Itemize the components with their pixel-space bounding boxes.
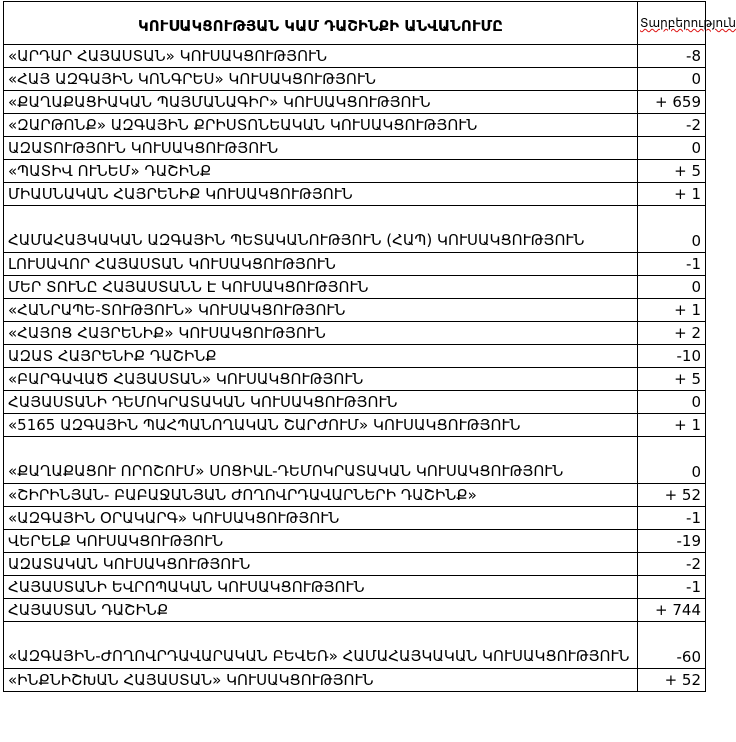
party-name-cell: ԱԶԱՏԱԿԱՆ ԿՈՒՍԱԿՑՈՒԹՅՈՒՆ (4, 553, 638, 576)
table-row (4, 45, 706, 68)
difference-value-cell: + 52 (638, 484, 706, 507)
party-name-cell: «ԱՐԴԱՐ ՀԱՅԱՍՏԱՆ» ԿՈՒՍԱԿՑՈՒԹՅՈՒՆ (4, 45, 638, 68)
party-name-cell: ՄԵՐ ՏՈՒՆԸ ՀԱՅԱՍՏԱՆՆ Է ԿՈՒՍԱԿՑՈՒԹՅՈՒՆ (4, 276, 638, 299)
difference-value-cell: + 5 (638, 160, 706, 183)
table-row (4, 345, 706, 368)
difference-value-cell: -1 (638, 253, 706, 276)
table-row (4, 160, 706, 183)
table-row (4, 322, 706, 345)
table-row (4, 114, 706, 137)
difference-value-cell: -1 (638, 507, 706, 530)
column-header-name: ԿՈՒՍԱԿՑՈՒԹՅԱՆ ԿԱՄ ԴԱՇԻՆՔԻ ԱՆՎԱՆՈՒՄԸ (4, 2, 638, 45)
difference-value-cell: + 744 (638, 599, 706, 622)
party-name-cell: «ԱԶԳԱՅԻՆ-ԺՈՂՈՎՐԴԱՎԱՐԱԿԱՆ ԲԵՎԵՌ» ՀԱՄԱՀԱՅԿԱԿԱՆ ԿՈՒՍԱԿՑՈՒԹՅՈՒՆ (4, 622, 638, 669)
party-name-cell: ՀԱՅԱՍՏԱՆԻ ԴԵՄՈԿՐԱՏԱԿԱՆ ԿՈՒՍԱԿՑՈՒԹՅՈՒՆ (4, 391, 638, 414)
table-row (4, 669, 706, 692)
party-name-cell: «ԻՆՔՆԻՇԽԱՆ ՀԱՅԱՍՏԱՆ» ԿՈՒՍԱԿՑՈՒԹՅՈՒՆ (4, 669, 638, 692)
table-header-row (4, 2, 706, 45)
table-row (4, 68, 706, 91)
difference-value-cell: -10 (638, 345, 706, 368)
table-row (4, 391, 706, 414)
party-name-cell: «ՀԱՆՐԱՊԵ-ՏՈՒԹՅՈՒՆ» ԿՈՒՍԱԿՑՈՒԹՅՈՒՆ (4, 299, 638, 322)
party-name-cell: ՎԵՐԵԼՔ ԿՈՒՍԱԿՑՈՒԹՅՈՒՆ (4, 530, 638, 553)
table-row (4, 576, 706, 599)
difference-value-cell: 0 (638, 276, 706, 299)
party-name-cell: «ՇԻՐԻՆՅԱՆ- ԲԱԲԱՋԱՆՅԱՆ ԺՈՂՈՎՐԴԱՎԱՐՆԵՐԻ ԴԱՇԻՆՔ» (4, 484, 638, 507)
difference-value-cell: + 1 (638, 414, 706, 437)
party-name-cell: «ԱԶԳԱՅԻՆ ՕՐԱԿԱՐԳ» ԿՈՒՍԱԿՑՈՒԹՅՈՒՆ (4, 507, 638, 530)
table-row (4, 437, 706, 484)
table-row (4, 530, 706, 553)
column-header-difference-text: Տարբերություն (640, 16, 736, 30)
table-row (4, 599, 706, 622)
party-name-cell: «ՊԱՏԻՎ ՈՒՆԵՄ» ԴԱՇԻՆՔ (4, 160, 638, 183)
table-body (4, 45, 706, 692)
party-name-cell: ՀԱՅԱՍՏԱՆԻ ԵՎՐՈՊԱԿԱՆ ԿՈՒՍԱԿՑՈՒԹՅՈՒՆ (4, 576, 638, 599)
difference-value-cell: 0 (638, 206, 706, 253)
party-name-cell: «ԲԱՐԳԱՎԱԾ ՀԱՅԱՍՏԱՆ» ԿՈՒՍԱԿՑՈՒԹՅՈՒՆ (4, 368, 638, 391)
table-row (4, 206, 706, 253)
table-row (4, 553, 706, 576)
difference-value-cell: 0 (638, 437, 706, 484)
table-row (4, 253, 706, 276)
party-name-cell: «ՔԱՂԱՔԱՑՈՒ ՈՐՈՇՈՒՄ» ՍՈՑԻԱԼ-ԴԵՄՈԿՐԱՏԱԿԱՆ ԿՈՒՍԱԿՑՈՒԹՅՈՒՆ (4, 437, 638, 484)
party-difference-table (3, 1, 736, 692)
table-row (4, 299, 706, 322)
table-row (4, 622, 706, 669)
difference-value-cell: 0 (638, 391, 706, 414)
party-name-cell: ՄԻԱՍՆԱԿԱՆ ՀԱՅՐԵՆԻՔ ԿՈՒՍԱԿՑՈՒԹՅՈՒՆ (4, 183, 638, 206)
table-row (4, 91, 706, 114)
table-row (4, 137, 706, 160)
difference-value-cell: -2 (638, 114, 706, 137)
table-row (4, 414, 706, 437)
difference-value-cell: -19 (638, 530, 706, 553)
table-row (4, 183, 706, 206)
difference-value-cell: 0 (638, 68, 706, 91)
table-row (4, 484, 706, 507)
party-name-cell: «ՔԱՂԱՔԱՑԻԱԿԱՆ ՊԱՅՄԱՆԱԳԻՐ» ԿՈՒՍԱԿՑՈՒԹՅՈՒՆ (4, 91, 638, 114)
party-name-cell: «5165 ԱԶԳԱՅԻՆ ՊԱՀՊԱՆՈՂԱԿԱՆ ՇԱՐԺՈՒՄ» ԿՈՒՍԱԿՑՈՒԹՅՈՒՆ (4, 414, 638, 437)
difference-value-cell: + 2 (638, 322, 706, 345)
table-row (4, 276, 706, 299)
difference-value-cell: -1 (638, 576, 706, 599)
table-row (4, 368, 706, 391)
party-name-cell: «ՀԱՅՈՑ ՀԱՅՐԵՆԻՔ» ԿՈՒՍԱԿՑՈՒԹՅՈՒՆ (4, 322, 638, 345)
party-name-cell: «ԶԱՐԹՈՆՔ» ԱԶԳԱՅԻՆ ՔՐԻՍՏՈՆԵԱԿԱՆ ԿՈՒՍԱԿՑՈՒԹՅՈՒՆ (4, 114, 638, 137)
party-name-cell: ՀԱՄԱՀԱՅԿԱԿԱՆ ԱԶԳԱՅԻՆ ՊԵՏԱԿԱՆՈՒԹՅՈՒՆ (ՀԱՊ) ԿՈՒՍԱԿՑՈՒԹՅՈՒՆ (4, 206, 638, 253)
party-name-cell: ԼՈՒՍԱՎՈՐ ՀԱՅԱՍՏԱՆ ԿՈՒՍԱԿՑՈՒԹՅՈՒՆ (4, 253, 638, 276)
party-name-cell: ԱԶԱՏՈՒԹՅՈՒՆ ԿՈՒՍԱԿՑՈՒԹՅՈՒՆ (4, 137, 638, 160)
difference-value-cell: -60 (638, 622, 706, 669)
difference-value-cell: + 52 (638, 669, 706, 692)
column-header-difference (638, 2, 736, 45)
difference-value-cell: -2 (638, 553, 706, 576)
party-name-cell: «ՀԱՅ ԱԶԳԱՅԻՆ ԿՈՆԳՐԵՍ» ԿՈՒՍԱԿՑՈՒԹՅՈՒՆ (4, 68, 638, 91)
difference-value-cell: + 659 (638, 91, 706, 114)
party-name-cell: ԱԶԱՏ ՀԱՅՐԵՆԻՔ ԴԱՇԻՆՔ (4, 345, 638, 368)
table-row (4, 507, 706, 530)
difference-value-cell: + 5 (638, 368, 706, 391)
party-name-cell: ՀԱՅԱՍՏԱՆ ԴԱՇԻՆՔ (4, 599, 638, 622)
difference-value-cell: + 1 (638, 299, 706, 322)
difference-value-cell: 0 (638, 137, 706, 160)
difference-value-cell: -8 (638, 45, 706, 68)
difference-value-cell: + 1 (638, 183, 706, 206)
